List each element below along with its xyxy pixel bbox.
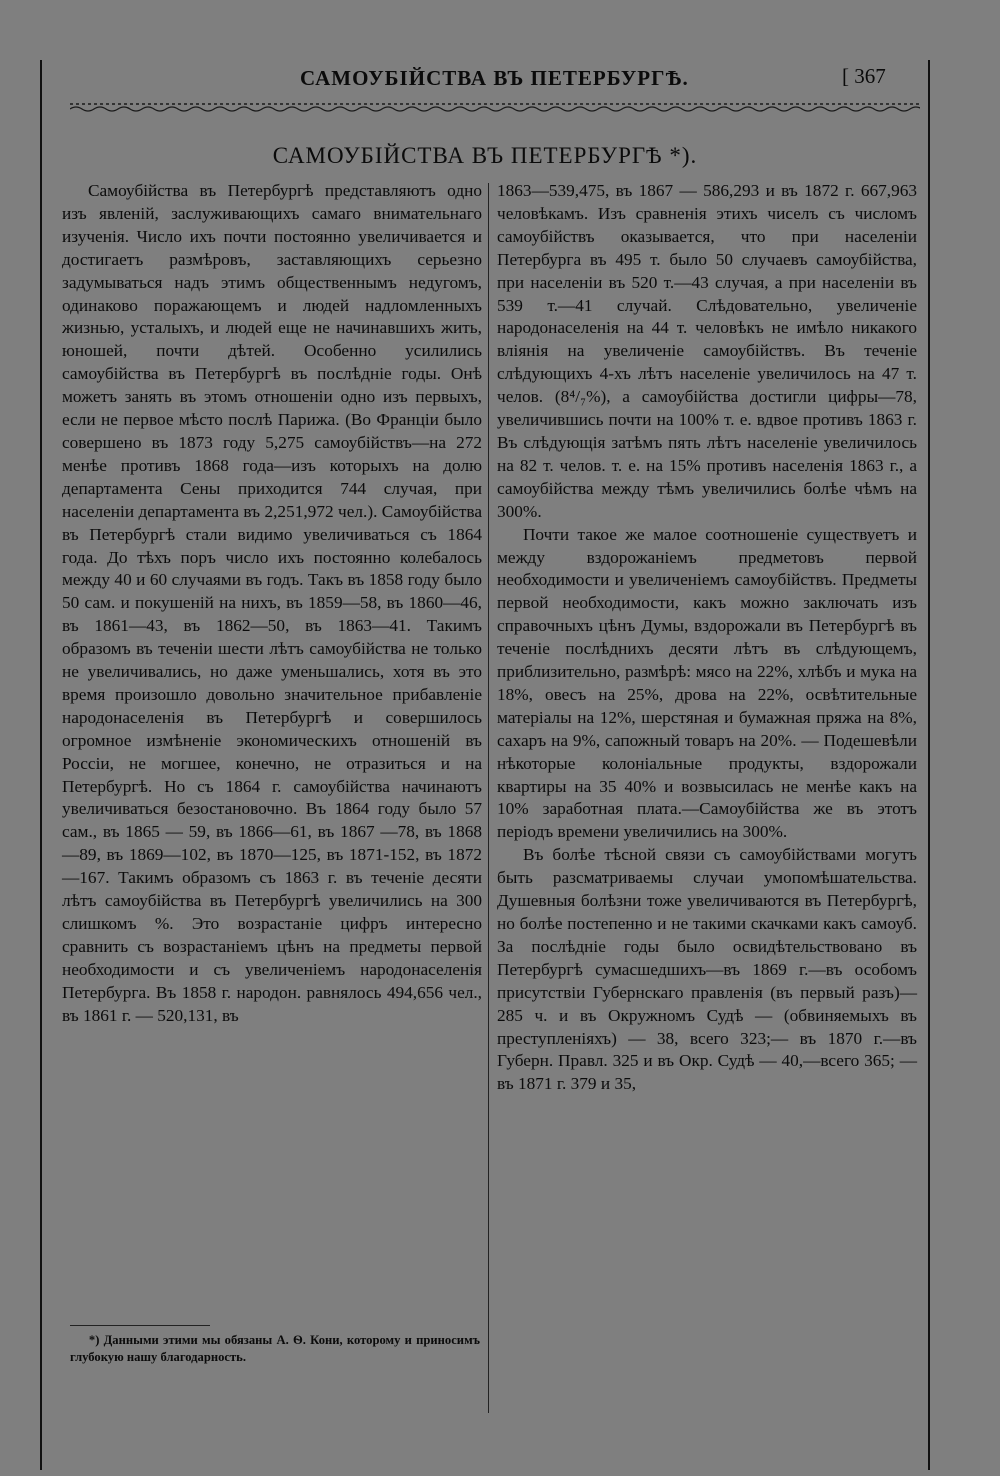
article-title: САМОУБІЙСТВА ВЪ ПЕТЕРБУРГѢ *). [272,143,698,168]
paragraph: Самоубійства въ Петербургѣ представляютъ одно изъ явленій, заслуживающихъ самаго внимательнаго изученія. Число ихъ почти постоянно увеличивается и достигаетъ размѣровъ, заставляющихъ серьезно задумываться надъ этимъ общественнымъ недугомъ, одинаково поражающемъ и людей надломленныхъ жизнью, усталыхъ, и людей еще не начинавшихъ жить, юношей, почти дѣтей. Особенно усилились самоубійства въ Петербургѣ въ послѣдніе годы. Онѣ можетъ занять въ этомъ отношеніи одно изъ первыхъ, если не первое мѣсто послѣ Парижа. (Во Франціи было совершено въ 1873 году 5,275 самоубійствъ—на 272 менѣе противъ 1868 года—изъ которыхъ на долю департамента Сены приходится 744 случая, при населеніи департамента въ 2,251,972 чел.). Самоубійства въ Петербургѣ стали видимо увеличиваться съ 1864 года. До тѣхъ поръ число ихъ постоянно колебалось между 40 и 60 случаями въ годъ. Такъ въ 1858 году было 50 сам. и покушеній на нихъ, въ 1859—58, въ 1860—46, въ 1861—43, въ 1862—50, въ 1863—41. Такимъ образомъ въ теченіи шести лѣтъ самоубійства не только не увеличивались, но даже уменьшались, хотя въ это время произошло довольно значительное прибавленіе народонаселенія въ Петербургѣ и совершилось огромное измѣненіе экономическихъ отношеній въ Россіи, не могшее, конечно, не отразиться и на Петербургѣ. Но съ 1864 г. самоубійства начинаютъ увеличиваться безостановочно. Въ 1864 году было 57 сам., въ 1865 — 59, въ 1866—61, въ 1867 —78, въ 1868—89, въ 1869—102, въ 1870—125, въ 1871-152, въ 1872—167. Такимъ образомъ съ 1863 г. въ теченіе десяти лѣтъ самоубійства въ Петербургѣ увеличились на 300 слишкомъ %. Это возрастаніе цифръ интересно сравнить съ возрастаніемъ цѣнъ на предметы первой необходимости и съ увеличеніемъ народонаселенія Петербурга. Въ 1858 г. народон. равнялось 494,656 чел., въ 1861 г. — 520,131, въ [62,181,482,1025]
header-ornament-rule [70,100,920,114]
text-column-left [62,180,482,1028]
paragraph: 1863—539,475, въ 1867 — 586,293 и въ 1872 г. 667,963 человѣкамъ. Изъ сравненія этихъ чиселъ съ числомъ самоубійствъ оказывается, что при населеніи Петербурга въ 495 т. было 50 случаевъ самоубійства, при населеніи въ 520 т.—43 случая, а при населеніи въ 539 т.—41 случай. Слѣдовательно, увеличеніе народонаселенія на 44 т. человѣкъ не имѣло никакого вліянія на увеличеніе самоубійствъ. Въ теченіе слѣдующихъ 4-хъ лѣтъ населеніе увеличилось на 47 т. челов. (8⁴/₇%), а самоубійства достигли цифры—78, увеличившись почти на 100% т. е. вдвое противъ 1863 г. Въ слѣдующія затѣмъ пять лѣтъ населеніе увеличилось на 82 т. челов. т. е. на 15% противъ населенія 1863 г., а самоубійства между тѣмъ увеличились болѣе чѣмъ на 300%. [497,181,917,521]
page-border-right [928,60,930,1470]
footnote-rule [70,1325,210,1326]
footnote: *) Данными этими мы обязаны А. Ѳ. Кони, которому и приносимъ глубокую нашу благодарность. [70,1333,480,1364]
paragraph: Въ болѣе тѣсной связи съ самоубійствами могутъ быть разсматриваемы случаи умопомѣшательства. Душевныя болѣзни тоже увеличиваются въ Петербургѣ, но болѣе постепенно и не такими скачками какъ самоуб. За послѣдніе годы было освидѣтельствовано въ Петербургѣ сумасшедшихъ—въ 1869 г.—въ особомъ присутствіи Губернскаго правленія (въ первый разъ)— 285 ч. и въ Окружномъ Судѣ — (обвиняемыхъ въ преступленіяхъ) — 38, всего 323;— въ 1870 г.—въ Губерн. Правл. 325 и въ Окр. Судѣ — 40,—всего 365; — въ 1871 г. 379 и 35, [497,845,917,1094]
page-border-left [40,60,42,1470]
page-number: [ 367 [842,64,886,88]
text-column-right [497,180,917,1096]
paragraph: Почти такое же малое соотношеніе существуетъ и между вздорожаніемъ предметовъ первой необходимости и увеличеніемъ самоубійствъ. Предметы первой необходимости, какъ можно заключать изъ справочныхъ цѣнъ Думы, вздорожали въ Петербургѣ въ теченіе послѣднихъ десяти лѣтъ въ слѣдующемъ, приблизительно, размѣрѣ: мясо на 22%, хлѣбъ и мука на 18%, овесъ на 25%, дрова на 22%, освѣтительные матеріалы на 12%, шерстяная и бумажная пряжа на 8%, сахаръ на 9%, сапожный товаръ на 20%. — Подешевѣли нѣкоторые колоніальные продукты, вздорожали квартиры на 35 40% и возвысилась не менѣе какъ на 10% заработная плата.—Самоубійства же въ этотъ періодъ времени увеличились на 300%. [497,524,917,842]
running-title: САМОУБІЙСТВА ВЪ ПЕТЕРБУРГѢ. [300,66,689,90]
column-divider [488,183,489,1413]
